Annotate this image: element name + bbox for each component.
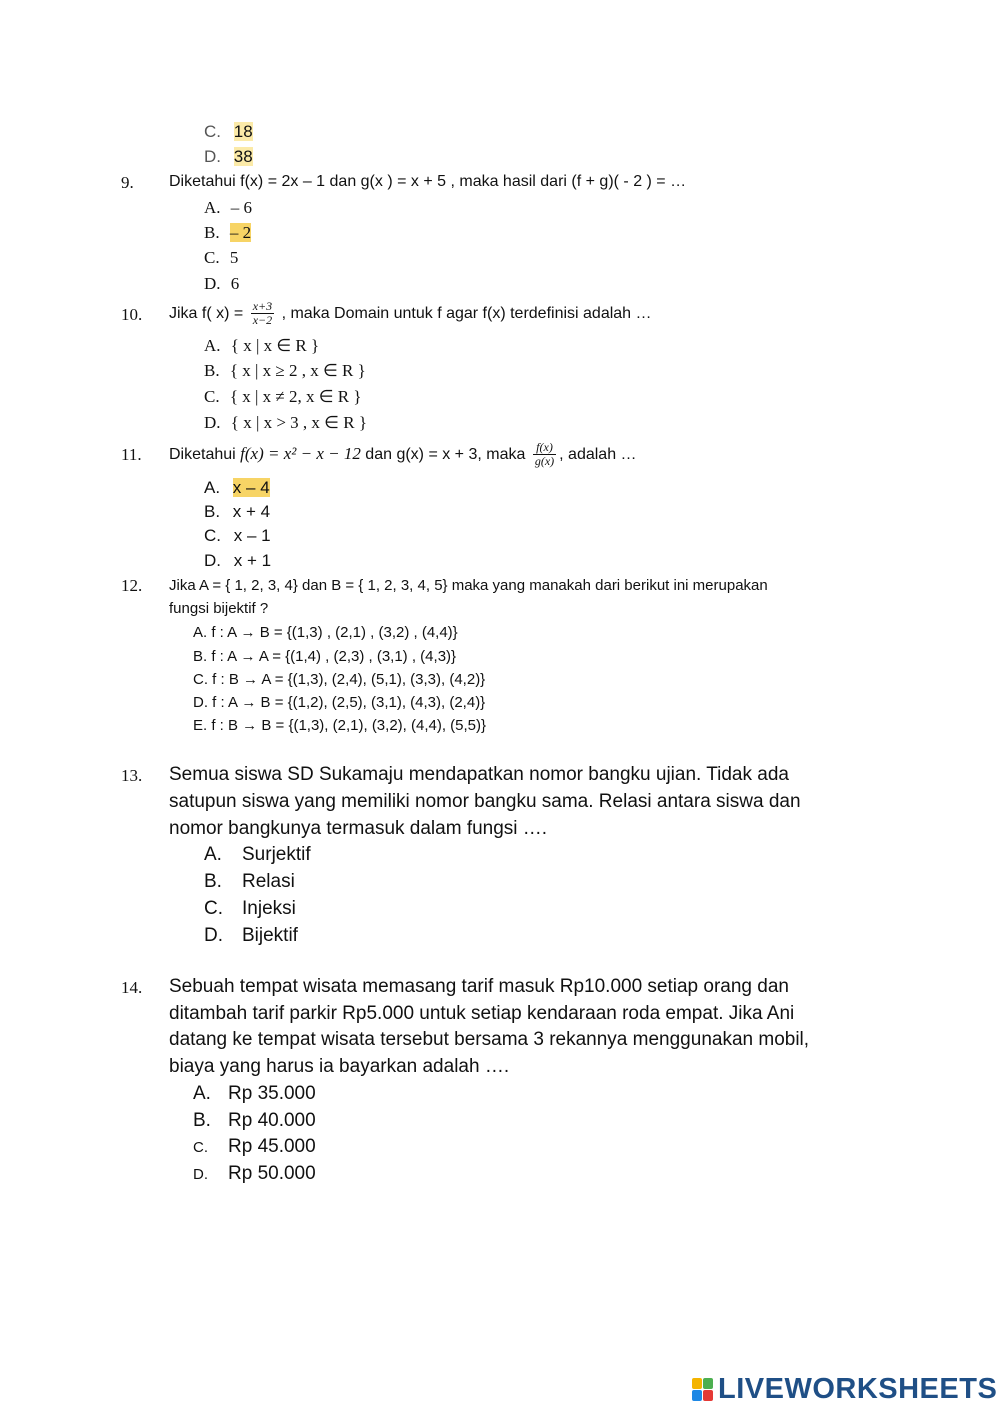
option-text: Rp 50.000: [228, 1163, 316, 1184]
q10-option-a[interactable]: [204, 336, 319, 356]
option-letter: A.: [204, 198, 221, 217]
option-letter: B.: [193, 1110, 211, 1131]
option-letter: C.: [204, 898, 223, 919]
question-text-line: Sebuah tempat wisata memasang tarif masuk Rp10.000 setiap orang dan: [169, 976, 789, 997]
option-letter: A.: [204, 844, 222, 865]
option-text: x + 1: [233, 551, 272, 570]
q13-option-c[interactable]: [204, 898, 296, 920]
question-text: [169, 438, 637, 471]
question-number: 10.: [121, 305, 143, 324]
option-text: { x | x ≠ 2, x ∈ R }: [229, 387, 362, 406]
option-text: 5: [229, 248, 239, 267]
question-number: 9.: [121, 173, 134, 192]
q11-option-a[interactable]: [204, 478, 270, 498]
q11-option-b[interactable]: [204, 502, 270, 522]
option-text: Relasi: [242, 871, 295, 892]
question-text-line: ditambah tarif parkir Rp5.000 untuk setiap kendaraan roda empat. Jika Ani: [169, 1003, 795, 1024]
question-number: 13.: [121, 766, 143, 785]
q8-option-c[interactable]: [204, 122, 253, 142]
question-text-line: satupun siswa yang memiliki nomor bangku sama. Relasi antara siswa dan: [169, 791, 801, 812]
option-text: Rp 45.000: [228, 1136, 316, 1157]
q10-option-b[interactable]: [204, 361, 366, 381]
option-text: Bijektif: [242, 925, 298, 946]
option-text: { x | x ≥ 2 , x ∈ R }: [229, 361, 366, 380]
fraction-numerator: x+3: [252, 299, 273, 314]
option-text: { x | x > 3 , x ∈ R }: [230, 413, 367, 432]
question-text-pre: Diketahui: [169, 446, 241, 463]
q12-option-a[interactable]: A. f : A → B = {(1,3) , (2,1) , (3,2) , (4,4)}: [193, 624, 458, 641]
option-text: 6: [230, 274, 240, 293]
option-letter: D.: [193, 1166, 208, 1183]
option-text: x – 4: [232, 478, 270, 497]
option-text: x + 4: [232, 502, 271, 521]
q8-option-d[interactable]: [204, 147, 253, 167]
q13-option-d[interactable]: [204, 925, 298, 947]
q12-option-b[interactable]: B. f : A → A = {(1,4) , (2,3) , (3,1) , (4,3)}: [193, 648, 457, 665]
fraction-denominator: g(x): [534, 454, 555, 469]
option-letter: D.: [204, 413, 221, 432]
q12-option-c[interactable]: C. f : B → A = {(1,3), (2,4), (5,1), (3,3), (4,2)}: [193, 671, 486, 688]
q13-option-b[interactable]: [204, 871, 295, 893]
fraction: [251, 300, 274, 327]
question-text-line: datang ke tempat wisata tersebut bersama 3 rekannya menggunakan mobil,: [169, 1029, 810, 1050]
option-letter: C.: [204, 122, 221, 141]
option-letter: D.: [204, 551, 221, 570]
question-number: 11.: [121, 445, 142, 464]
option-text: – 6: [230, 198, 253, 217]
option-letter: C.: [204, 248, 220, 267]
question-text: [169, 298, 652, 330]
fraction-numerator: f(x): [533, 441, 556, 455]
option-letter: B.: [204, 223, 220, 242]
option-text: Surjektif: [242, 844, 311, 865]
q12-option-e[interactable]: E. f : B → B = {(1,3), (2,1), (3,2), (4,4), (5,5)}: [193, 717, 487, 734]
q9-option-a[interactable]: [204, 198, 252, 218]
q11-option-d[interactable]: [204, 551, 271, 571]
option-text: { x | x ∈ R }: [230, 336, 320, 355]
option-text: Rp 35.000: [228, 1083, 316, 1104]
logo-grid-icon: [692, 1378, 714, 1402]
question-text-post: , adalah …: [559, 446, 637, 463]
option-text: Rp 40.000: [228, 1110, 316, 1131]
q9-option-c[interactable]: [204, 248, 238, 268]
question-text-line: fungsi bijektif ?: [169, 600, 269, 617]
question-text-post: , maka Domain untuk f agar f(x) terdefinisi adalah …: [277, 305, 652, 322]
q14-option-a[interactable]: [193, 1083, 316, 1105]
question-text-pre: Jika f( x) =: [169, 305, 248, 322]
question-text-mid: dan g(x) = x + 3, maka: [360, 446, 530, 463]
option-letter: D.: [204, 274, 221, 293]
option-letter: C.: [193, 1139, 208, 1156]
question-text: Diketahui f(x) = 2x – 1 dan g(x ) = x + 5 , maka hasil dari (f + g)( - 2 ) = …: [169, 173, 687, 190]
option-text: – 2: [229, 223, 252, 242]
fraction: [533, 441, 556, 468]
question-text-line: nomor bangkunya termasuk dalam fungsi ….: [169, 818, 548, 839]
option-text: Injeksi: [242, 898, 296, 919]
q14-option-b[interactable]: [193, 1110, 316, 1132]
option-letter: B.: [204, 361, 220, 380]
option-text: 38: [233, 147, 253, 166]
option-letter: A.: [193, 1083, 211, 1104]
question-number: 12.: [121, 576, 143, 595]
option-letter: A.: [204, 336, 221, 355]
option-letter: C.: [204, 387, 220, 406]
q10-option-c[interactable]: [204, 387, 362, 407]
q12-option-d[interactable]: D. f : A → B = {(1,2), (2,5), (3,1), (4,3), (2,4)}: [193, 694, 486, 711]
logo-text: LIVEWORKSHEETS: [718, 1373, 998, 1405]
option-text: x – 1: [233, 526, 271, 545]
q14-option-d[interactable]: [193, 1163, 316, 1185]
option-text: 18: [233, 122, 253, 141]
function-expression: f(x) = x² − x − 12: [240, 444, 361, 463]
fraction-denominator: x−2: [252, 313, 273, 328]
question-number: 14.: [121, 978, 143, 997]
option-letter: B.: [204, 871, 222, 892]
option-letter: D.: [204, 925, 223, 946]
q10-option-d[interactable]: [204, 413, 367, 433]
option-letter: A.: [204, 478, 221, 497]
q9-option-b[interactable]: [204, 223, 251, 243]
option-letter: C.: [204, 526, 221, 545]
option-letter: B.: [204, 502, 221, 521]
option-letter: D.: [204, 147, 221, 166]
q14-option-c[interactable]: [193, 1136, 316, 1158]
q11-option-c[interactable]: [204, 526, 271, 546]
question-text-line: biaya yang harus ia bayarkan adalah ….: [169, 1056, 510, 1077]
question-text-line: Jika A = { 1, 2, 3, 4} dan B = { 1, 2, 3, 4, 5} maka yang manakah dari berikut ini merupakan: [169, 577, 768, 594]
question-text-line: Semua siswa SD Sukamaju mendapatkan nomor bangku ujian. Tidak ada: [169, 764, 789, 785]
q13-option-a[interactable]: [204, 844, 311, 866]
q9-option-d[interactable]: [204, 274, 239, 294]
